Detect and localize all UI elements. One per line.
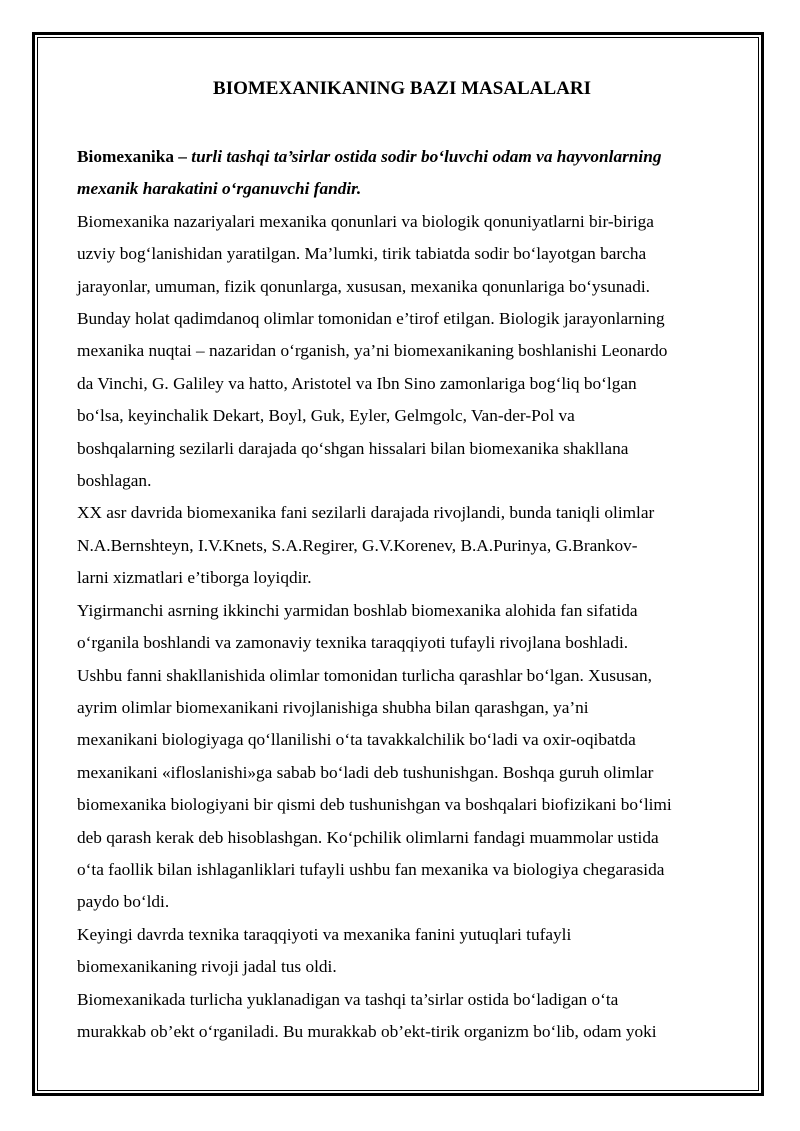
text-line: da Vinchi, G. Galiley va hatto, Aristotel va Ibn Sino zamonlariga bog‘liq bo‘lgan — [77, 373, 637, 393]
text-line: jarayonlar, umuman, fizik qonunlarga, xususan, mexanika qonunlariga bo‘ysunadi. — [77, 276, 650, 296]
definition-line-1 — [77, 141, 727, 173]
text-line: boshlagan. — [77, 471, 152, 491]
definition-text-2: mexanik harakatini o‘rganuvchi fandir. — [77, 179, 362, 199]
text-line: Bunday holat qadimdanoq olimlar tomonidan e’tirof etilgan. Biologik jarayonlarning — [77, 309, 665, 329]
text-line: Yigirmanchi asrning ikkinchi yarmidan boshlab biomexanika alohida fan sifatida — [77, 600, 638, 620]
text-line: Keyingi davrda texnika taraqqiyoti va mexanika fanini yutuqlari tufayli — [77, 924, 572, 944]
document-body — [77, 73, 727, 1048]
text-line: N.A.Bernshteyn, I.V.Knets, S.A.Regirer, G.V.Korenev, B.A.Purinya, G.Brankov- — [77, 535, 638, 555]
text-line: mexanika nuqtai – nazaridan o‘rganish, ya’ni biomexanikaning boshlanishi Leonardo — [77, 341, 668, 361]
body-paragraph — [77, 206, 727, 498]
text-line: o‘rganila boshlandi va zamonaviy texnika taraqqiyoti tufayli rivojlana boshladi. — [77, 633, 629, 653]
body-paragraph — [77, 919, 727, 984]
text-line: deb qarash kerak deb hisoblashgan. Ko‘pchilik olimlarni fandagi muammolar ustida — [77, 827, 659, 847]
definition-paragraph — [77, 141, 727, 206]
text-line: ayrim olimlar biomexanikani rivojlanishiga shubha bilan qarashgan, ya’ni — [77, 697, 589, 717]
text-line: Biomexanikada turlicha yuklanadigan va tashqi ta’sirlar ostida bo‘ladigan o‘ta — [77, 989, 619, 1009]
text-line: Ushbu fanni shakllanishida olimlar tomonidan turlicha qarashlar bo‘lgan. Xususan, — [77, 665, 652, 685]
body-paragraphs — [77, 206, 727, 1049]
text-line: Biomexanika nazariyalari mexanika qonunlari va biologik qonuniyatlarni bir-biriga — [77, 211, 654, 231]
definition-term: Biomexanika – — [77, 147, 187, 166]
text-line: paydo bo‘ldi. — [77, 892, 170, 912]
text-line: uzviy bog‘lanishidan yaratilgan. Ma’lumki, tirik tabiatda sodir bo‘layotgan barcha — [77, 244, 647, 264]
text-line: mexanikani «ifloslanishi»ga sabab bo‘ladi deb tushunishgan. Boshqa guruh olimlar — [77, 762, 654, 782]
text-line: biomexanika biologiyani bir qismi deb tushunishgan va boshqalari biofizikani bo‘limi — [77, 795, 672, 815]
text-line: XX asr davrida biomexanika fani sezilarli darajada rivojlandi, bunda taniqli olimlar — [77, 503, 655, 523]
text-line: biomexanikaning rivoji jadal tus oldi. — [77, 957, 337, 977]
text-line: o‘ta faollik bilan ishlaganliklari tufayli ushbu fan mexanika va biologiya chegarasida — [77, 859, 665, 879]
text-line: larni xizmatlari e’tiborga loyiqdir. — [77, 568, 312, 588]
document-title: BIOMEXANIKANING BAZI MASALALARI — [213, 78, 591, 99]
text-line: murakkab ob’ekt o‘rganiladi. Bu murakkab ob’ekt-tirik organizm bo‘lib, odam yoki — [77, 1021, 657, 1041]
body-paragraph — [77, 984, 727, 1049]
body-paragraph — [77, 595, 727, 919]
text-line: mexanikani biologiyaga qo‘llanilishi o‘ta tavakkalchilik bo‘ladi va oxir-oqibatda — [77, 730, 636, 750]
body-paragraph — [77, 497, 727, 594]
text-line: boshqalarning sezilarli darajada qo‘shgan hissalari bilan biomexanika shakllana — [77, 438, 629, 458]
definition-text-1: turli tashqi ta’sirlar ostida sodir bo‘luvchi odam va hayvonlarning — [191, 147, 662, 166]
text-line: bo‘lsa, keyinchalik Dekart, Boyl, Guk, Eyler, Gelmgolc, Van-der-Pol va — [77, 406, 575, 426]
